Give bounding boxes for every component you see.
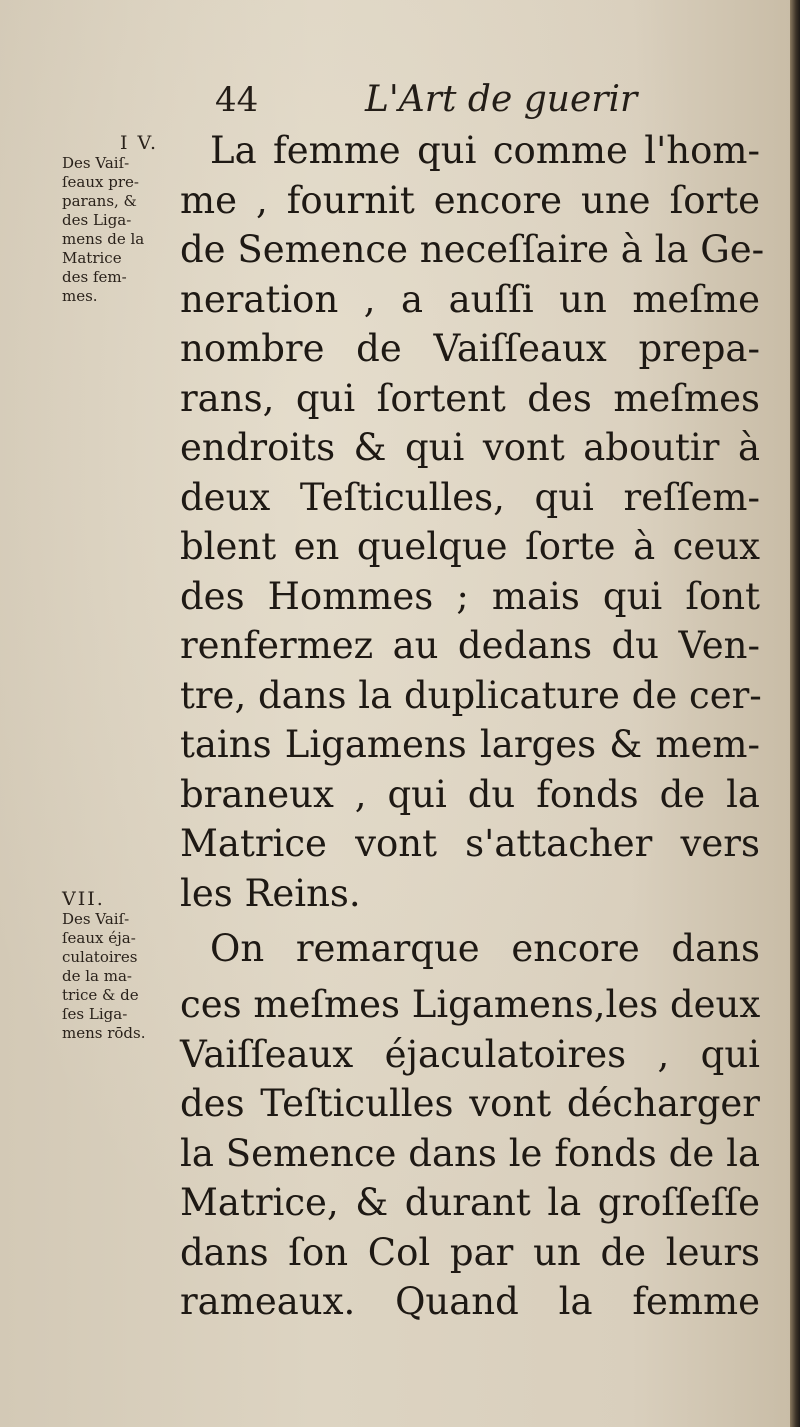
margin-note-line: ſes Liga- <box>62 1005 128 1023</box>
text-line: de Semence neceſſaire à la Ge- <box>180 228 765 271</box>
text-line: Matrice, & durant la groſſeſſe <box>180 1181 760 1224</box>
margin-note-line: mens rōds. <box>62 1024 146 1042</box>
text-line: rameaux. Quand la femme <box>180 1280 760 1323</box>
text-line: tre, dans la duplicature de cer- <box>180 673 762 717</box>
margin-note-line: Des Vaiſ- <box>62 154 130 172</box>
margin-note-numeral: VII. <box>62 888 105 910</box>
margin-note-line: mes. <box>62 287 98 305</box>
text-line: deux Teſticulles, qui reſſem- <box>180 475 760 519</box>
text-line: rans, qui ſortent des meſmes <box>180 376 760 420</box>
text-line: dans ſon Col par un de leurs <box>180 1230 760 1274</box>
margin-note-vii <box>62 888 184 1043</box>
text-line: les Reins. <box>180 871 361 915</box>
margin-note-line: ſeaux pre- <box>62 173 139 191</box>
text-line: On remarque encore dans <box>210 927 760 970</box>
margin-note-numeral: I V. <box>120 132 158 154</box>
body-text <box>180 126 765 1327</box>
text-line: braneux , qui du fonds de la <box>180 772 760 816</box>
margin-note-line: ſeaux éja- <box>62 929 136 947</box>
text-line: tains Ligamens larges & mem- <box>180 723 760 766</box>
text-line: blent en quelque ſorte à ceux <box>180 525 760 568</box>
margin-note-line: de la ma- <box>62 967 132 985</box>
margin-note-line: des Liga- <box>62 211 132 229</box>
margin-note-line: Matrice <box>62 249 122 267</box>
margin-note-line: culatoires <box>62 948 138 966</box>
margin-note-line: parans, & <box>62 192 137 210</box>
text-line: Vaiſſeaux éjaculatoires , qui <box>180 1032 760 1076</box>
text-line: Matrice vont s'attacher vers <box>180 822 760 865</box>
margin-note-line: des fem- <box>62 268 127 286</box>
margin-note-line: mens de la <box>62 230 145 248</box>
text-line: la Semence dans le fonds de la <box>180 1131 760 1175</box>
text-line: ces meſmes Ligamens,les deux <box>180 983 761 1026</box>
running-title: L'Art de guerir <box>365 79 638 120</box>
text-line: des Hommes ; mais qui ſont <box>180 574 760 618</box>
text-line: renfermez au dedans du Ven- <box>180 624 760 667</box>
text-line: endroits & qui vont aboutir à <box>180 426 760 469</box>
margin-note-iv <box>62 132 184 306</box>
text-line: nombre de Vaiſſeaux prepa- <box>180 327 760 370</box>
page-header <box>215 78 735 128</box>
page-number: 44 <box>215 80 259 120</box>
binding-gutter <box>790 0 800 1427</box>
text-line: me , fournit encore une ſorte <box>180 178 760 222</box>
margin-note-line: trice & de <box>62 986 139 1004</box>
margin-note-line: Des Vaiſ- <box>62 910 130 928</box>
text-line: des Teſticulles vont décharger <box>180 1082 760 1125</box>
text-line: La femme qui comme l'hom- <box>210 129 760 172</box>
text-line: neration , a auſſi un meſme <box>180 277 760 321</box>
